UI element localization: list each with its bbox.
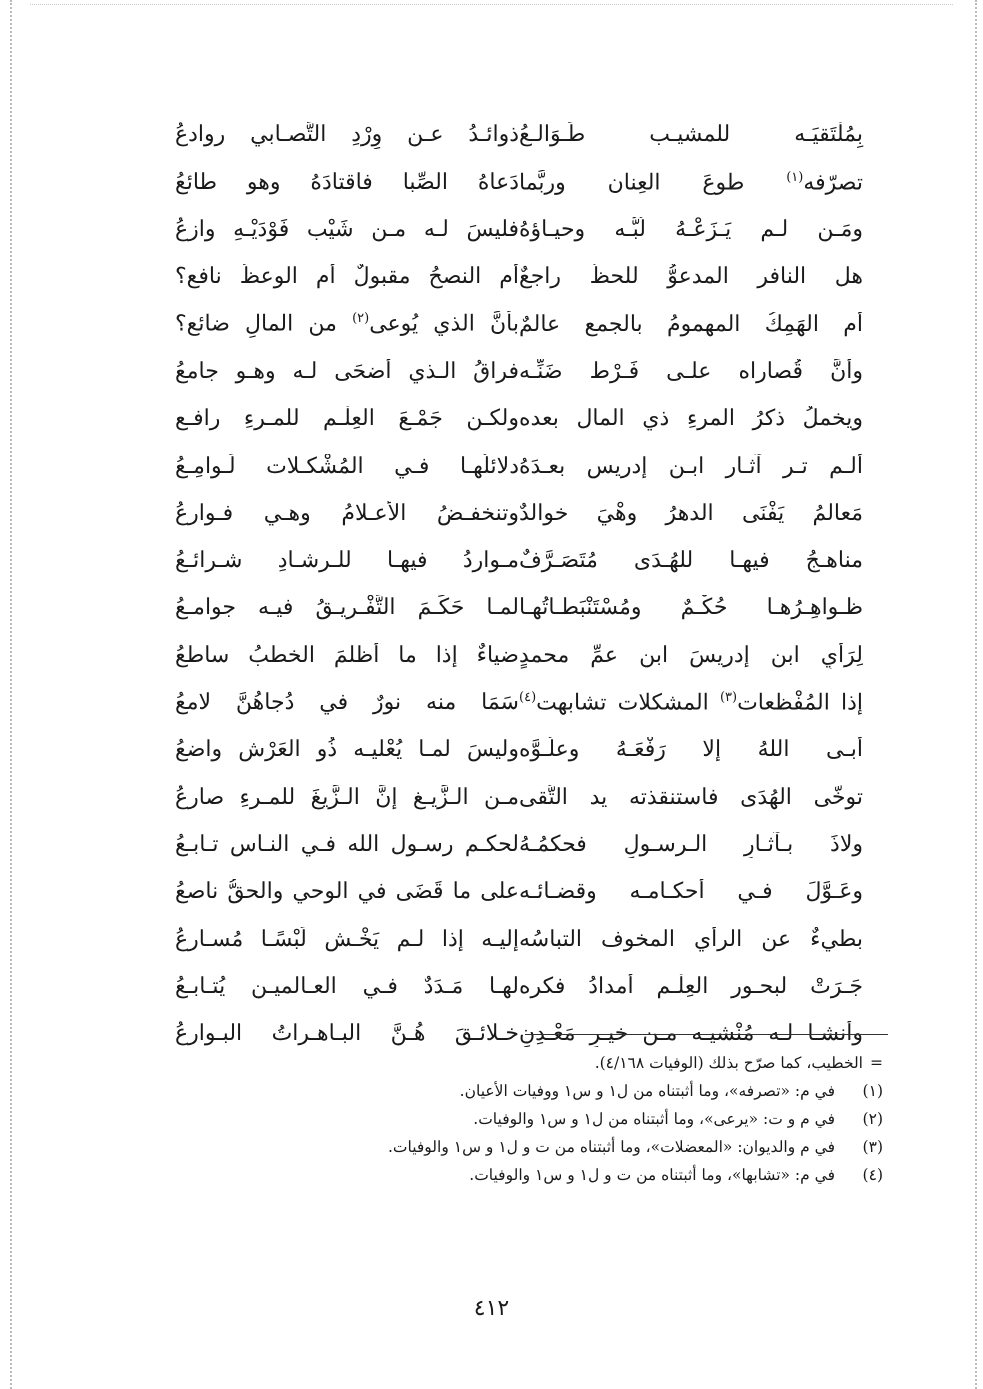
second-hemistich: وليسَ لمـا يُعْليـه ذُو العَرْش واضعُ <box>175 737 519 763</box>
first-hemistich: جَـرَتْ لبحـور العِلْـم أمدادُ فكره <box>519 973 863 999</box>
verse-18 <box>135 916 885 963</box>
verse-19 <box>135 963 885 1010</box>
footnote-number: (١) <box>862 1082 883 1101</box>
verse-15 <box>135 774 885 821</box>
first-hemistich: لِرَأيِ ابنِ إدريسَ ابنِ عمِّ محمدٍ <box>519 642 863 668</box>
footnote-number: (٤) <box>862 1166 883 1185</box>
second-hemistich: فليسَ لـه مـن شَيْب فَوْدَيْـهِ وازعُ <box>175 217 519 243</box>
first-hemistich: أم الهَمِكُ المهمومُ بالجمع عالمٌ <box>519 311 863 337</box>
first-hemistich: هل النافر المدعوُّ للحظّ راجعٌ <box>519 264 863 290</box>
verse-2 <box>135 159 885 206</box>
first-hemistich: ظـواهِـرُهـا حُكْـمٌ ومُسْتَنْبَطـاتُهـا <box>519 595 863 621</box>
second-hemistich: مـن الـزَّيـغ إنَّ الـزَّيغَ للمـرءِ صارعُ <box>175 784 519 810</box>
second-hemistich: لهـا مَـدَدٌ فـي العـالميـن يُتـابـعُ <box>175 973 519 999</box>
footnote-separator <box>525 1034 888 1035</box>
second-hemistich: لحكـم رسـول الله فـي النـاس تـابـعُ <box>175 831 519 857</box>
verse-13 <box>135 680 885 727</box>
second-hemistich: على ما قَضَى في الوحي والحقُّ ناصعُ <box>175 879 519 905</box>
scan-edge-left <box>10 0 12 1389</box>
first-hemistich: ويخملُ ذكرُ المرءِ ذي المال بعده <box>519 406 863 432</box>
first-hemistich: مَعالمُ يَفْنَى الدهرُ وهْيَ خوالدٌ <box>519 500 863 526</box>
first-hemistich: وأنَّ قُصاراه علـى فَـرْط ضَنِّـه <box>519 358 863 384</box>
second-hemistich: دَعاهُ الصِّبا فاقتادَهُ وهو طائعُ <box>175 169 519 195</box>
hemistich-text: إذا المُفْظعات <box>737 690 863 716</box>
page-number: ٤١٢ <box>473 1296 510 1321</box>
second-hemistich: فراقُ الـذي أضحَى لـه وهـو جامعُ <box>175 358 519 384</box>
second-hemistich: مـواردُ فيهـا للـرشـادِ شـرائـعُ <box>175 548 519 574</box>
verse-6 <box>135 348 885 395</box>
verse-5 <box>135 301 885 348</box>
footnote-4 <box>300 1162 883 1190</box>
second-hemistich: وتنخفـضُ الأعـلامُ وهـي فـوارعُ <box>175 500 519 526</box>
verse-9 <box>135 490 885 537</box>
hemistich-text: بأنَّ الذي يُوعى <box>369 311 519 337</box>
second-hemistich: دلائلُهـا فـي المُشْكـلات لَـوامِـعُ <box>175 453 519 479</box>
second-hemistich: إليـه إذا لـم يَخْـش لَبْسًـا مُسـارعُ <box>175 926 519 952</box>
first-hemistich <box>519 690 885 717</box>
footnote-text: في م و ت: «يرعى»، وما أثبتناه من ل١ و س١ والوفيات. <box>473 1110 835 1129</box>
first-hemistich: بطيءٌ عن الرأي المخوف التباسُه <box>519 926 863 952</box>
second-hemistich: أم النصحُ مقبولٌ أم الوعظُ نافع؟ <box>175 264 519 290</box>
verse-4 <box>135 254 885 301</box>
first-hemistich: توخَّى الهُدَى فاستنقذته يد التُّقى <box>519 784 863 810</box>
first-hemistich: أبـى اللهُ إلا رَفْعَـهُ وعلُـوَّه <box>519 737 863 763</box>
verse-17 <box>135 869 885 916</box>
first-hemistich: مناهـجُ فيهـا للهُـدَى مُتَصَـرَّفٌ <box>519 548 863 574</box>
footnotes <box>300 1050 883 1190</box>
verse-8 <box>135 443 885 490</box>
hemistich-text: طوعَ العِنان وربَّما <box>519 169 787 195</box>
verse-12 <box>135 632 885 679</box>
first-hemistich: ومَـن لـم يَـزَعْـهُ لُبُّـه وحيـاؤهُ <box>519 217 863 243</box>
verse-7 <box>135 396 885 443</box>
footnote-continuation <box>300 1050 883 1078</box>
first-hemistich: وعَـوَّلَ فـي أحكـامـه وقضـائـه <box>519 879 863 905</box>
footnote-marker-4: (٤) <box>519 689 537 705</box>
footnote-3 <box>300 1134 883 1162</box>
second-hemistich: ذوائـدُ عـن وِرْدِ التَّصـابي روادعُ <box>175 122 519 148</box>
verse-10 <box>135 538 885 585</box>
footnote-1 <box>300 1078 883 1106</box>
verse-1 <box>135 112 885 159</box>
verse-16 <box>135 821 885 868</box>
second-hemistich <box>155 311 519 338</box>
hemistich-text: تصرّفه <box>803 169 863 195</box>
verse-14 <box>135 727 885 774</box>
second-hemistich: ولكـن جَمْـعَ العِلْـم للمـرءِ رافـع <box>175 406 519 432</box>
footnote-number: (٣) <box>862 1138 883 1157</box>
first-hemistich: ألـم تـر آثـار ابـن إدريس بعـدَهُ <box>519 453 863 479</box>
second-hemistich: لمـا حَكَـمَ التَّفْـريـقُ فيـه جوامـعُ <box>175 595 519 621</box>
scan-edge-top <box>30 4 953 5</box>
second-hemistich: ضياءٌ إذا ما أظلمَ الخطبُ ساطعُ <box>175 642 519 668</box>
footnote-text: في م والديوان: «المعضلات»، وما أثبتناه من ت و ل١ و س١ والوفيات. <box>387 1138 835 1157</box>
footnote-number: (٢) <box>862 1110 883 1129</box>
footnote-marker-2: (٢) <box>352 311 370 327</box>
footnote-text: في م: «تشابها»، وما أثبتناه من ت و ل١ و س١ والوفيات. <box>469 1166 835 1185</box>
footnote-marker-1: (١) <box>786 169 804 185</box>
poem <box>135 112 885 1058</box>
second-hemistich: خـلائـقَ هُـنَّ البـاهـراتُ البـوارعُ <box>175 1021 519 1047</box>
verse-3 <box>135 207 885 254</box>
first-hemistich <box>519 170 885 197</box>
first-hemistich: ولاذَ بـآثـارِ الـرسـولِ فحكمُـهُ <box>519 831 863 857</box>
footnote-text: في م: «تصرفه»، وما أثبتناه من ل١ و س١ ووفيات الأعيان. <box>459 1082 835 1101</box>
hemistich-text: من المالِ ضائع؟ <box>175 311 353 337</box>
footnote-marker-3: (٣) <box>719 689 738 705</box>
verse-11 <box>135 585 885 632</box>
first-hemistich: بِمُلْتَقيَـه للمشيـب طَـوَالـعُ <box>519 122 863 148</box>
scan-edge-right <box>975 0 977 1389</box>
footnote-text: الخطيب، كما صرّح بذلك (الوفيات ٤/١٦٨). <box>594 1054 863 1073</box>
first-hemistich: وأنشـا لـه مُنْشيـه مـن خيـرِ مَعْـدِنٍ <box>519 1021 863 1047</box>
hemistich-text: المشكلات تشابهت <box>536 690 720 716</box>
second-hemistich: سَمَا منه نورٌ في دُجاهُنَّ لامعُ <box>175 690 519 716</box>
footnote-2 <box>300 1106 883 1134</box>
footnote-number: = <box>870 1054 883 1073</box>
